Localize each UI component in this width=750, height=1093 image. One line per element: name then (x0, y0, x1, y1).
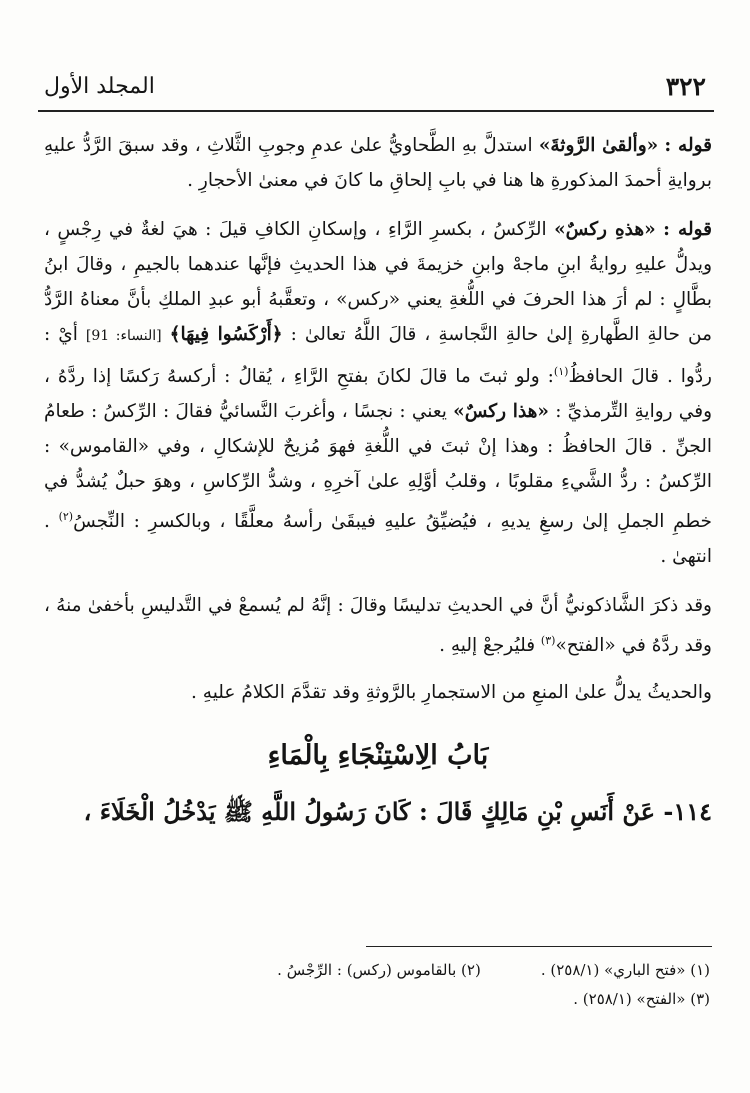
paragraph-text: استدلَّ بهِ الطَّحاويُّ علىٰ عدمِ وجوبِ الثَّلاثِ ، وقد سبقَ الرَّدُّ عليهِ بروايةِ أحمدَ المذكورةِ ها هنا في بابِ إلحاقِ ما كانَ في معنىٰ الأحجارِ . (44, 135, 712, 191)
footnote-2 (277, 956, 481, 985)
header-divider (38, 110, 714, 112)
footnote-number: (٢) (461, 961, 481, 979)
volume-title: المجلد الأول (44, 74, 155, 99)
footnote-row (80, 956, 710, 985)
paragraph-text: . انتهىٰ . (44, 511, 712, 568)
footnote-marker: (٢) (58, 510, 74, 524)
chapter-title: بَابُ الِاسْتِنْجَاءِ بِالْمَاءِ (267, 740, 489, 772)
footnote-text: «فتح الباري» (٢٥٨/١) . (540, 961, 686, 979)
paragraph-text: يعني : نجسًا ، وأغربَ النَّسائيُّ فقالَ : الرِّكسُ : طعامُ الجنِّ . قالَ الحافظُ : وهذا إنْ ثبتَ في اللُّغةِ فهوَ مُزيحٌ للإشكالِ ، وفي «القاموس» : الرِّكسُ : ردُّ الشَّيءِ مقلوبًا ، وقلبُ أوَّلِهِ علىٰ آخرِهِ ، وشدُّ الرِّكاسِ ، وهوَ حبلٌ يُشدُّ في خطمِ الجملِ إلىٰ رسغِ يديهِ ، فيُضيِّقُ عليهِ فيبقَىٰ رأسهُ معلَّقًا ، وبالكسرِ : النِّجسُ (44, 401, 712, 533)
paragraph-riks (44, 212, 712, 574)
paragraph-rawtha (44, 128, 712, 198)
paragraph-text: وقد ذكرَ الشَّاذكونيُّ أنَّ في الحديثِ تدليسًا وقالَ : إنَّهُ لم يُسمعْ في التَّدليسِ بأخفىٰ منهُ ، وقد ردَّهُ في «الفتح» (44, 595, 712, 657)
footnotes (80, 956, 710, 1014)
footnote-3 (573, 985, 710, 1014)
footnote-number: (٣) (690, 990, 710, 1008)
paragraph-text: الرِّكسُ ، بكسرِ الرَّاءِ ، وإسكانِ الكافِ قيلَ : هيَ لغةٌ في رِجْسٍ ، ويدلُّ عليهِ روايةُ ابنِ ماجهْ وابنِ خزيمةَ في هذا الحديثِ فإنَّها عندهما بالجيمِ ، وقالَ ابنُ بطَّالٍ : لم أرَ هذا الحرفَ في اللُّغةِ يعني «ركس» ، وتعقَّبهُ أبو عبدِ الملكِ بأنَّ معناهُ الرَّدُّ من حالةِ الطَّهارةِ إلىٰ حالةِ النَّجاسةِ ، قالَ اللَّهُ تعالىٰ : (44, 219, 712, 345)
footnote-marker: (٣) (540, 634, 556, 648)
footnote-number: (١) (690, 961, 710, 979)
quoted-phrase: «هذهِ ركسٌ» (554, 219, 656, 240)
footnote-text: بالقاموس (ركس) : الرِّجْسُ . (277, 961, 457, 979)
verse-reference: [النساء: 91] (85, 328, 162, 344)
paragraph-conclusion (44, 675, 712, 710)
page-number: ٣٢٢ (665, 72, 706, 101)
footnote-1 (541, 956, 710, 985)
quoted-phrase: «هذا ركسٌ» (453, 401, 549, 423)
quoted-phrase: «وألقىٰ الرَّوثةَ» (538, 135, 659, 156)
main-text (44, 128, 712, 832)
paragraph-text: فليُرجعْ إليهِ . (439, 635, 541, 657)
paragraph-text: : ولو ثبتَ ما قالَ لكانَ بفتحِ الرَّاءِ ، يُقالُ : أركسهُ رَكسًا إذا ردَّهُ ، وفي روايةِ التِّرمذيِّ : (44, 366, 712, 423)
paragraph-shadhakuni (44, 588, 712, 663)
footnote-row (80, 985, 710, 1014)
paragraph-lead: قوله : (663, 219, 712, 240)
page-header (40, 72, 710, 106)
footnote-text: «الفتح» (٢٥٨/١) . (573, 990, 686, 1008)
footnote-marker: (١) (553, 365, 569, 378)
paragraph-text: والحديثُ يدلُّ علىٰ المنعِ من الاستجمارِ بالرَّوثةِ وقد تقدَّمَ الكلامُ عليهِ . (191, 682, 712, 704)
quran-verse: ﴿أَرْكَسُوا فِيهَا﴾ (169, 324, 283, 345)
paragraph-lead: قوله : (664, 135, 712, 156)
paragraph-text: أيْ : ردُّوا . قالَ الحافظُ (44, 324, 712, 388)
footnote-divider (366, 946, 712, 947)
hadith-text: ١١٤- عَنْ أَنَسِ بْنِ مَالِكٍ قَالَ : كَانَ رَسُولُ اللَّهِ ﷺ يَدْخُلُ الْخَلَاءَ ، (83, 797, 712, 827)
